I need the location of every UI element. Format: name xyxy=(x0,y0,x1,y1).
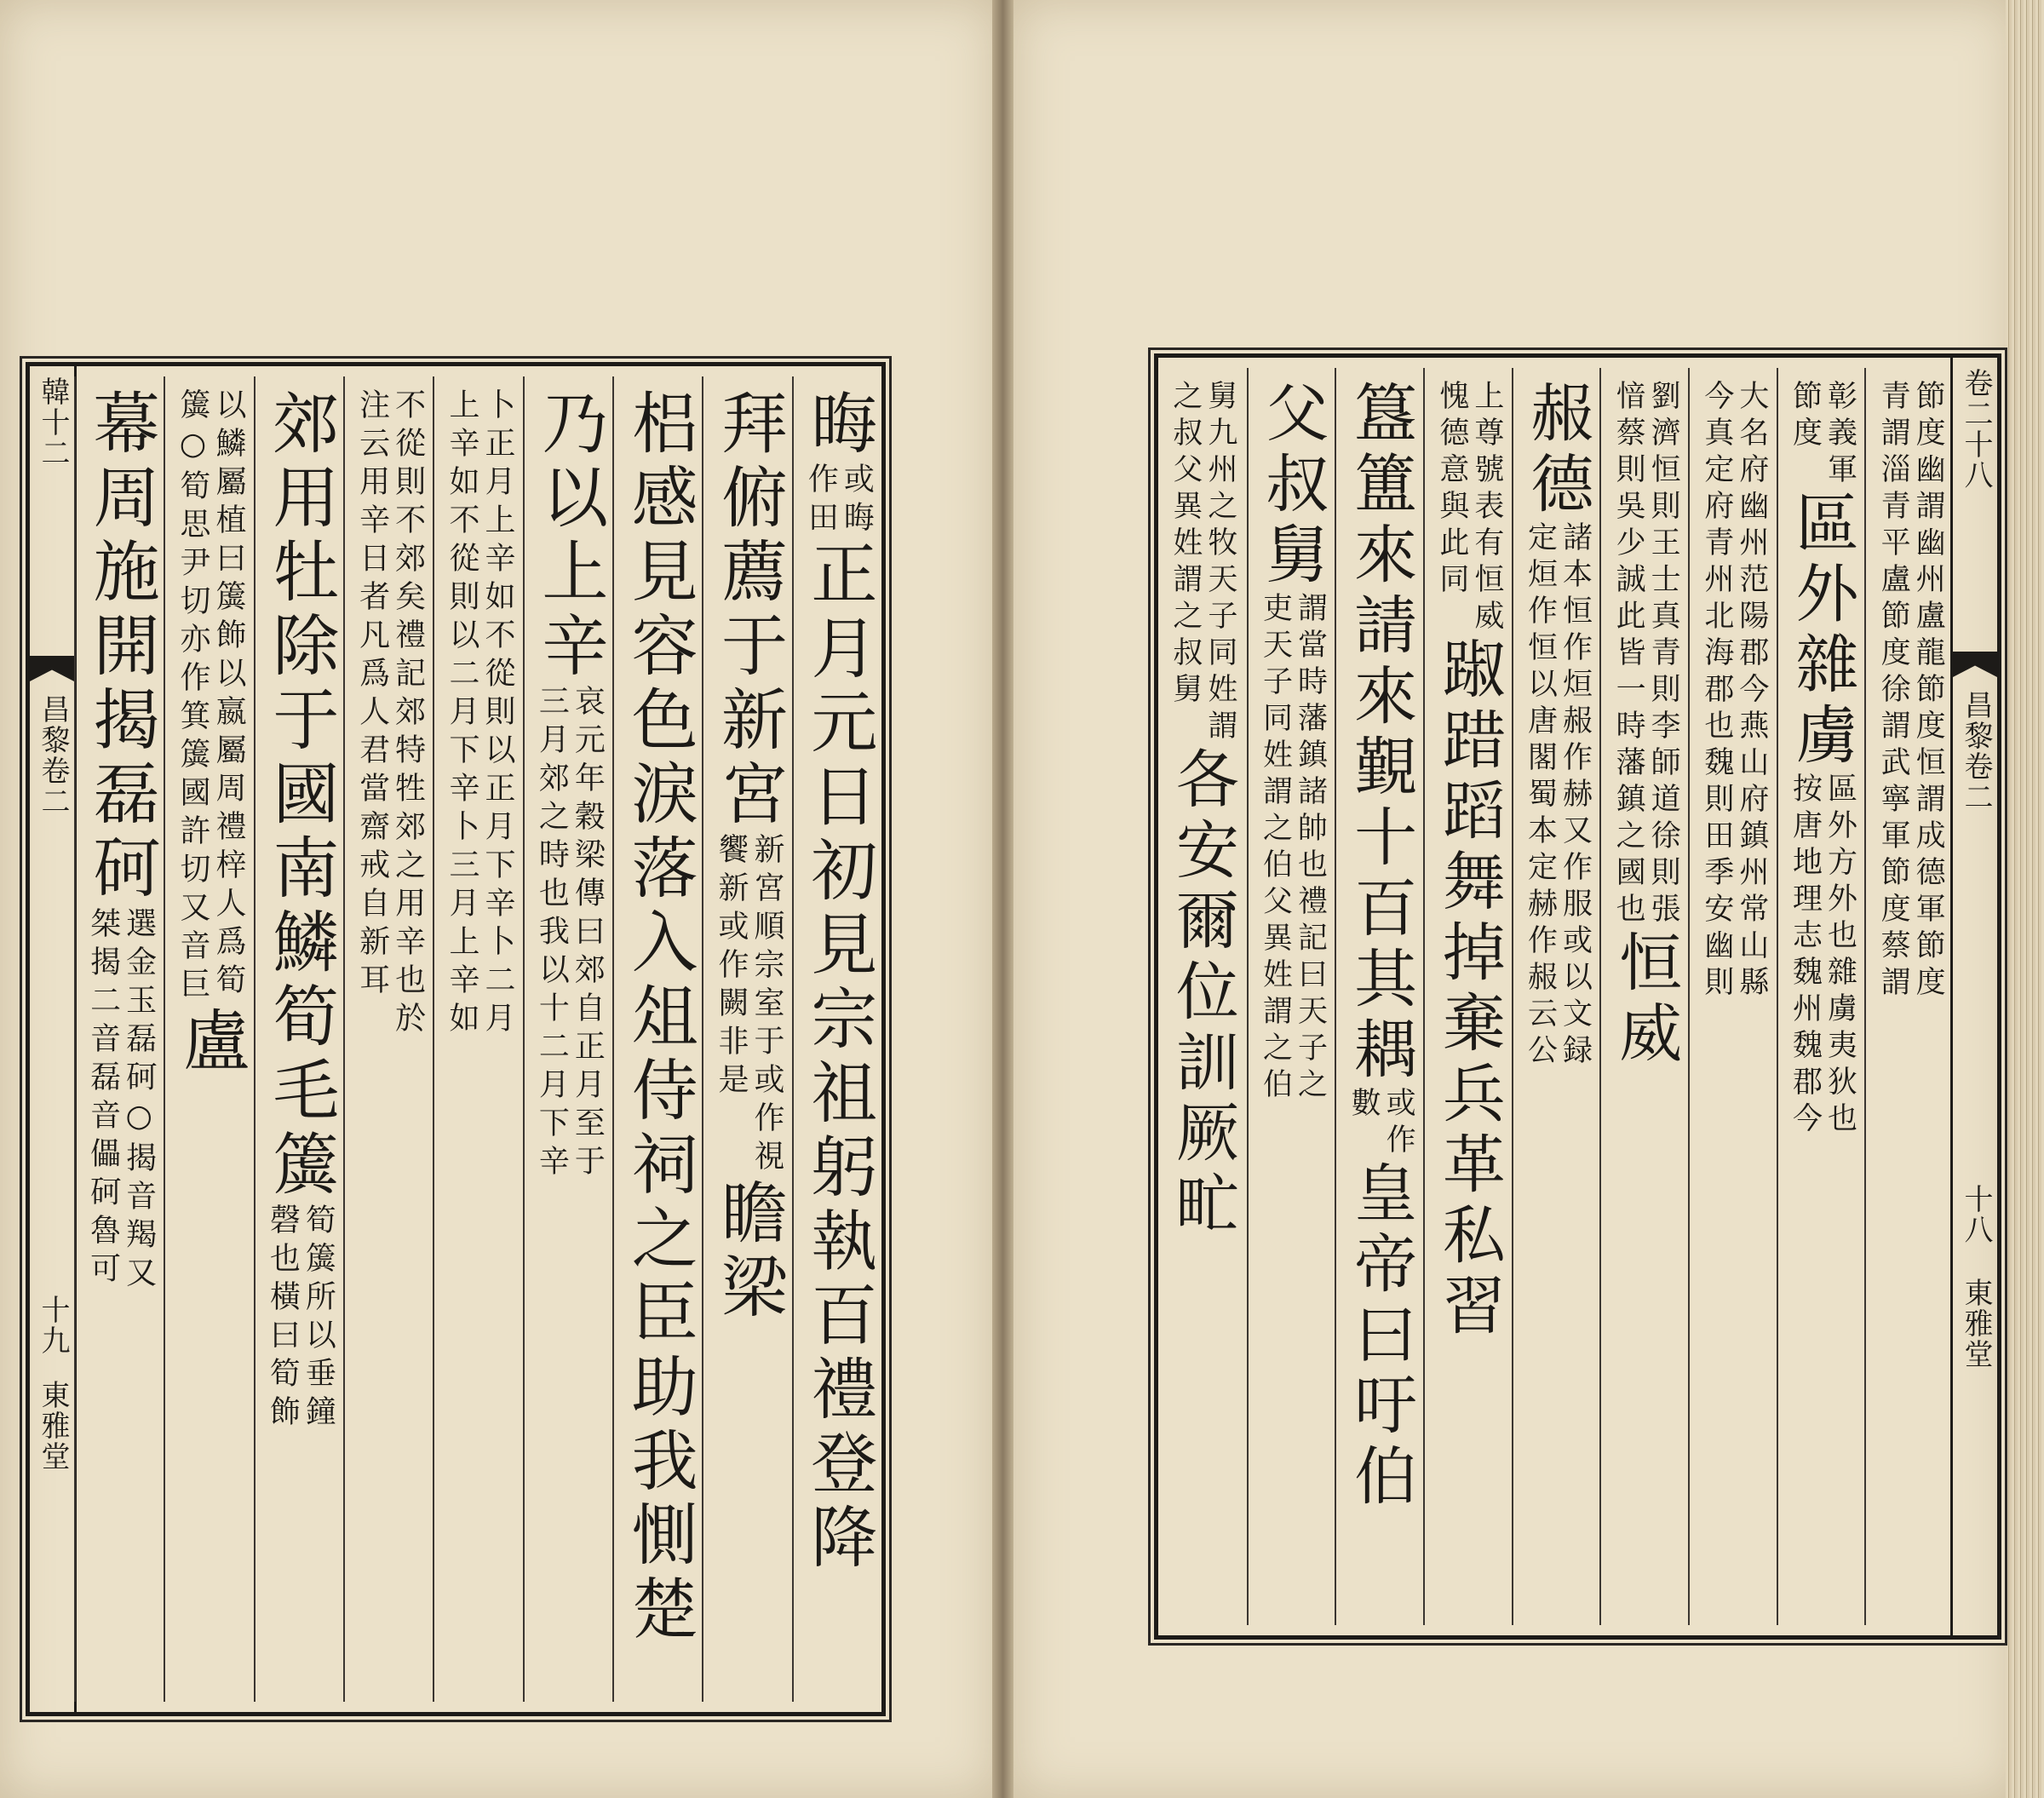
text-column xyxy=(433,376,524,1702)
note-line: 諸本恒作烜赧作赫又作服或以文録 xyxy=(1558,521,1593,1071)
main-text: 晦 xyxy=(800,388,877,462)
commentary-note xyxy=(1523,521,1593,1071)
note-line: 上尊號表有恒威 xyxy=(1469,380,1504,636)
commentary-note xyxy=(177,388,244,1006)
main-text: 踧踖蹈舞掉棄兵革私習 xyxy=(1432,636,1506,1343)
right-text-block xyxy=(1154,353,2001,1640)
main-text: 乃以上辛 xyxy=(531,388,608,685)
note-line: 或作 xyxy=(1381,1087,1416,1160)
main-text: 區外雜虜 xyxy=(1785,490,1859,773)
note-line: 按唐地理志魏州魏郡今 xyxy=(1788,773,1823,1139)
text-column xyxy=(1158,368,1247,1625)
banxin-hall: 東雅堂 xyxy=(36,1380,70,1472)
text-column xyxy=(1864,368,1955,1625)
main-text: 父叔舅 xyxy=(1255,380,1329,592)
commentary-note xyxy=(85,907,157,1295)
book-gutter xyxy=(992,0,1016,1798)
text-column xyxy=(702,376,793,1702)
commentary-note xyxy=(1434,380,1504,636)
note-line: 或晦 xyxy=(839,462,875,539)
commentary-note xyxy=(1876,380,1946,1002)
note-line: 節度幽謂幽州盧龍節度恒謂成德軍節度 xyxy=(1911,380,1946,1002)
note-line: 定烜作恒以唐閣蜀本定赫作赧云公 xyxy=(1523,521,1558,1071)
note-line: 新宮順宗室于或作視 xyxy=(749,833,784,1178)
note-line: 作田 xyxy=(803,462,839,539)
main-text: 各安爾位訓厥甿 xyxy=(1165,746,1239,1241)
note-line: 上辛如不從則以二月下辛卜三月上辛如 xyxy=(444,388,479,1040)
note-line: 謂當時藩鎮諸帥也禮記曰天子之 xyxy=(1293,592,1328,1105)
note-line: 筍簴所以垂鐘 xyxy=(301,1203,336,1433)
text-column xyxy=(343,376,434,1702)
main-text: 皇帝曰吁伯 xyxy=(1344,1160,1418,1514)
commentary-note xyxy=(1258,592,1328,1105)
commentary-note xyxy=(1788,380,1857,490)
note-line: 哀元年穀梁傳曰郊自正月至于 xyxy=(570,685,606,1183)
banxin-folio: 十九 xyxy=(36,1295,70,1356)
commentary-note xyxy=(1346,1087,1416,1160)
note-line: 青謂淄青平盧節度徐謂武寧軍節度蔡謂 xyxy=(1876,380,1911,1002)
commentary-note xyxy=(265,1203,336,1433)
main-text: 恒威 xyxy=(1609,929,1683,1071)
text-column xyxy=(254,376,345,1702)
commentary-note xyxy=(715,833,782,1178)
left-center-strip xyxy=(30,366,77,1712)
main-text: 盧 xyxy=(171,1006,249,1080)
note-line: 數 xyxy=(1346,1087,1381,1123)
note-line: 三月郊之時也我以十二月下辛 xyxy=(534,685,570,1183)
note-line: 彰義軍 xyxy=(1823,380,1857,490)
banxin-hall: 東雅堂 xyxy=(1959,1278,1993,1370)
note-line: 吏天子同姓謂之伯父異姓謂之伯 xyxy=(1258,592,1293,1105)
text-column xyxy=(1599,368,1690,1625)
text-column xyxy=(1335,368,1425,1625)
main-text: 正月元日初見宗祖躬執百禮登降 xyxy=(800,539,877,1577)
main-text: 郊用牡除于國南鱗筍毛簴 xyxy=(261,388,339,1203)
text-column xyxy=(1423,368,1513,1625)
note-line: 舅九州之牧天子同姓謂 xyxy=(1203,380,1237,746)
note-line: 愔蔡則吳少誠此皆一時藩鎮之國也 xyxy=(1611,380,1646,929)
main-text: 幕周施開揭磊砢 xyxy=(82,388,159,907)
note-line: 今真定府青州北海郡也魏則田季安幽則 xyxy=(1699,380,1734,1002)
note-line: 注云用辛日者凡爲人君當齋戒自新耳 xyxy=(354,388,390,1002)
fishtail-mark xyxy=(1953,652,1997,677)
right-center-strip xyxy=(1950,358,1997,1635)
commentary-note xyxy=(1170,380,1235,746)
commentary-note xyxy=(446,388,513,1040)
text-column xyxy=(612,376,703,1702)
commentary-note xyxy=(803,462,875,539)
commentary-note xyxy=(534,685,606,1183)
banxin-title: 昌黎卷二 xyxy=(1959,690,1993,813)
note-line: 之叔父異姓謂之叔舅 xyxy=(1168,380,1203,709)
note-line: 節度 xyxy=(1788,380,1823,453)
note-line: 愧德意與此同 xyxy=(1434,380,1469,600)
note-line: 區外方外也雜虜夷狄也 xyxy=(1823,773,1857,1139)
text-column xyxy=(523,376,614,1702)
banxin-top: 韓十二 xyxy=(36,376,70,468)
note-line: 大名府幽州范陽郡今燕山府鎮州常山縣 xyxy=(1734,380,1769,1002)
text-column xyxy=(164,376,255,1702)
main-text: 拜俯薦于新宮 xyxy=(709,388,787,833)
main-text: 梠感見容色淚落入俎侍祠之臣助我惻楚 xyxy=(620,388,698,1648)
note-line: 選金玉磊砢○揭音羯又 xyxy=(121,907,157,1295)
text-column xyxy=(74,376,165,1702)
commentary-note xyxy=(1788,773,1857,1139)
note-line: 劉濟恒則王士真青則李師道徐則張 xyxy=(1646,380,1681,929)
note-line: 磬也橫曰筍飾 xyxy=(265,1203,301,1433)
note-line: 桀揭二音磊音儡砢魯可 xyxy=(85,907,121,1290)
text-column xyxy=(1777,368,1867,1625)
commentary-note xyxy=(1611,380,1681,929)
banxin-title: 昌黎卷二 xyxy=(36,694,70,817)
fishtail-mark xyxy=(30,656,74,681)
commentary-note xyxy=(354,388,426,1040)
main-text: 赧德 xyxy=(1520,380,1594,521)
commentary-note xyxy=(1699,380,1769,1002)
note-line: 以鱗屬植曰簴飾以嬴屬周禮梓人爲筍 xyxy=(210,388,246,1002)
main-text: 簋簠來請來覲十百其耦 xyxy=(1344,380,1418,1087)
page-edges xyxy=(2006,0,2044,1798)
note-line: 不從則不郊矣禮記郊特牲郊之用辛也於 xyxy=(390,388,426,1040)
main-text: 瞻梁 xyxy=(709,1178,787,1326)
note-line: 卜正月上辛如不從則以正月下辛卜二月 xyxy=(479,388,515,1040)
note-line: 簴○筍思尹切亦作箕簴國許切又音巨 xyxy=(175,388,210,1006)
banxin-top: 卷二十八 xyxy=(1959,368,1993,491)
text-column xyxy=(1688,368,1778,1625)
text-column xyxy=(1512,368,1602,1625)
banxin-folio: 十八 xyxy=(1959,1184,1993,1245)
text-column xyxy=(1247,368,1337,1625)
left-text-block xyxy=(26,362,886,1716)
note-line: 饗新或作闕非是 xyxy=(713,833,749,1101)
text-column xyxy=(792,376,883,1702)
